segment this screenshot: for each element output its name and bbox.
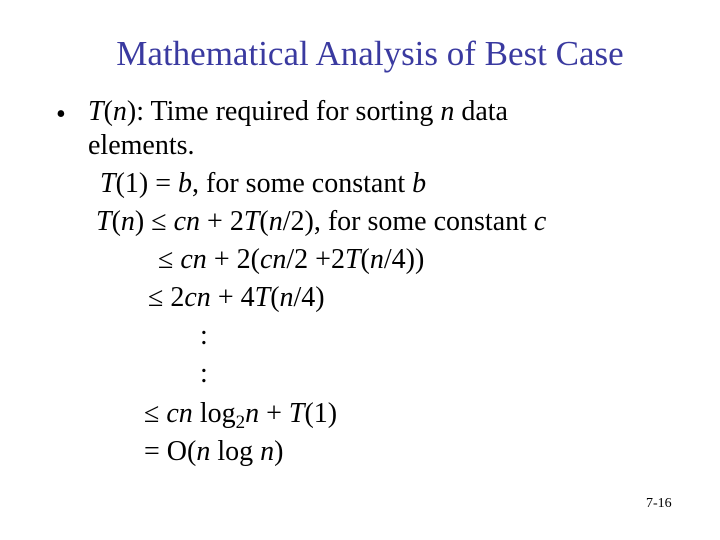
definition-line-continued: elements. — [88, 130, 195, 161]
final-bound-line: ≤ cn $\log_2n + T(1)$ — [144, 398, 338, 433]
recurrence-line: T(n) ≤ cn + 2T(n/2), for some constant c — [96, 206, 547, 237]
page-number: 7-16 — [646, 496, 672, 511]
base-case-line: T(1) = b, for some constant b — [100, 168, 427, 199]
ellipsis-colon-1: : — [200, 320, 208, 351]
big-o-result-line: = O(n log n) — [144, 436, 284, 467]
expansion-step-1: ≤ cn + 2(cn/2 +2T(n/4)) — [158, 244, 425, 275]
slide-title: Mathematical Analysis of Best Case — [116, 34, 624, 73]
expansion-step-2: ≤ 2cn + 4T(n/4) — [148, 282, 325, 313]
ellipsis-colon-2: : — [200, 358, 208, 389]
definition-line: T(n): Time required for sorting n data — [88, 96, 508, 127]
bullet-marker: • — [56, 99, 66, 130]
